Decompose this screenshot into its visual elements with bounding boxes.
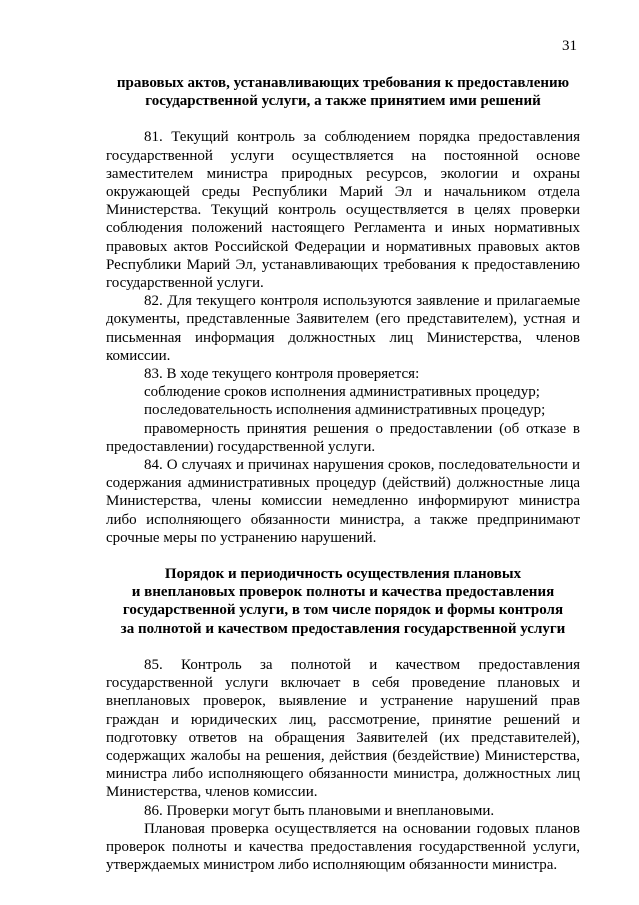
section-heading-control bbox=[106, 74, 580, 110]
list-item-deadlines: соблюдение сроков исполнения административных процедур; bbox=[144, 384, 540, 401]
paragraph-82: 82. Для текущего контроля используются заявление и прилагаемые документы, представленные Заявителем (его представителем), устная и письменная информация должностных лиц Министерства, членов комиссии. bbox=[106, 293, 580, 364]
section-heading-inspections bbox=[106, 565, 580, 638]
heading-line: за полнотой и качеством предоставления государственной услуги bbox=[120, 620, 566, 637]
heading-line: Порядок и периодичность осуществления плановых bbox=[164, 566, 522, 583]
paragraph-85: 85. Контроль за полнотой и качеством предоставления государственной услуги включает в себя проведение плановых и внеплановых проверок, выявление и устранение нарушений прав граждан и юридических лиц, рассмотрение, принятие решений и подготовку ответов на обращения Заявителей (их представителей), содержащих жалобы на решения, действия (бездействие) Министерства, министра либо исполняющего обязанности министра, должностных лиц Министерства, членов комиссии. bbox=[106, 656, 580, 801]
heading-line: правовых актов, устанавливающих требования к предоставлению bbox=[116, 75, 570, 91]
heading-line: и внеплановых проверок полноты и качества предоставления bbox=[131, 584, 555, 601]
paragraph-planned-inspection: Плановая проверка осуществляется на основании годовых планов проверок полноты и качества предоставления государственной услуги, утверждаемых министром либо исполняющим обязанности министра. bbox=[106, 820, 580, 874]
paragraph-86: 86. Проверки могут быть плановыми и внеплановыми. bbox=[144, 802, 495, 819]
page-number: 31 bbox=[562, 38, 577, 54]
page-content bbox=[106, 74, 580, 874]
list-item-legality: правомерность принятия решения о предоставлении (об отказе в предоставлении) государственной услуги. bbox=[106, 420, 580, 455]
heading-line: государственной услуги, в том числе порядок и формы контроля bbox=[122, 602, 564, 619]
list-item-sequence: последовательность исполнения административных процедур; bbox=[144, 402, 546, 419]
paragraph-84: 84. О случаях и причинах нарушения сроков, последовательности и содержания административных процедур (действий) должностные лица Министерства, члены комиссии немедленно информируют министра либо исполняющего обязанности министра, а также предпринимают срочные меры по устранению нарушений. bbox=[106, 457, 580, 546]
heading-line: государственной услуги, а также принятием ими решений bbox=[145, 93, 541, 110]
paragraph-81: 81. Текущий контроль за соблюдением порядка предоставления государственной услуги осуществляется на постоянной основе заместителем министра природных ресурсов, экологии и охраны окружающей среды Республики Марий Эл и начальником отдела Министерства. Текущий контроль осуществляется в целях проверки соблюдения положений настоящего Регламента и иных нормативных правовых актов Российской Федерации и нормативных правовых актов Республики Марий Эл, устанавливающих требования к предоставлению государственной услуги. bbox=[106, 129, 580, 292]
paragraph-83: 83. В ходе текущего контроля проверяется: bbox=[144, 366, 420, 383]
